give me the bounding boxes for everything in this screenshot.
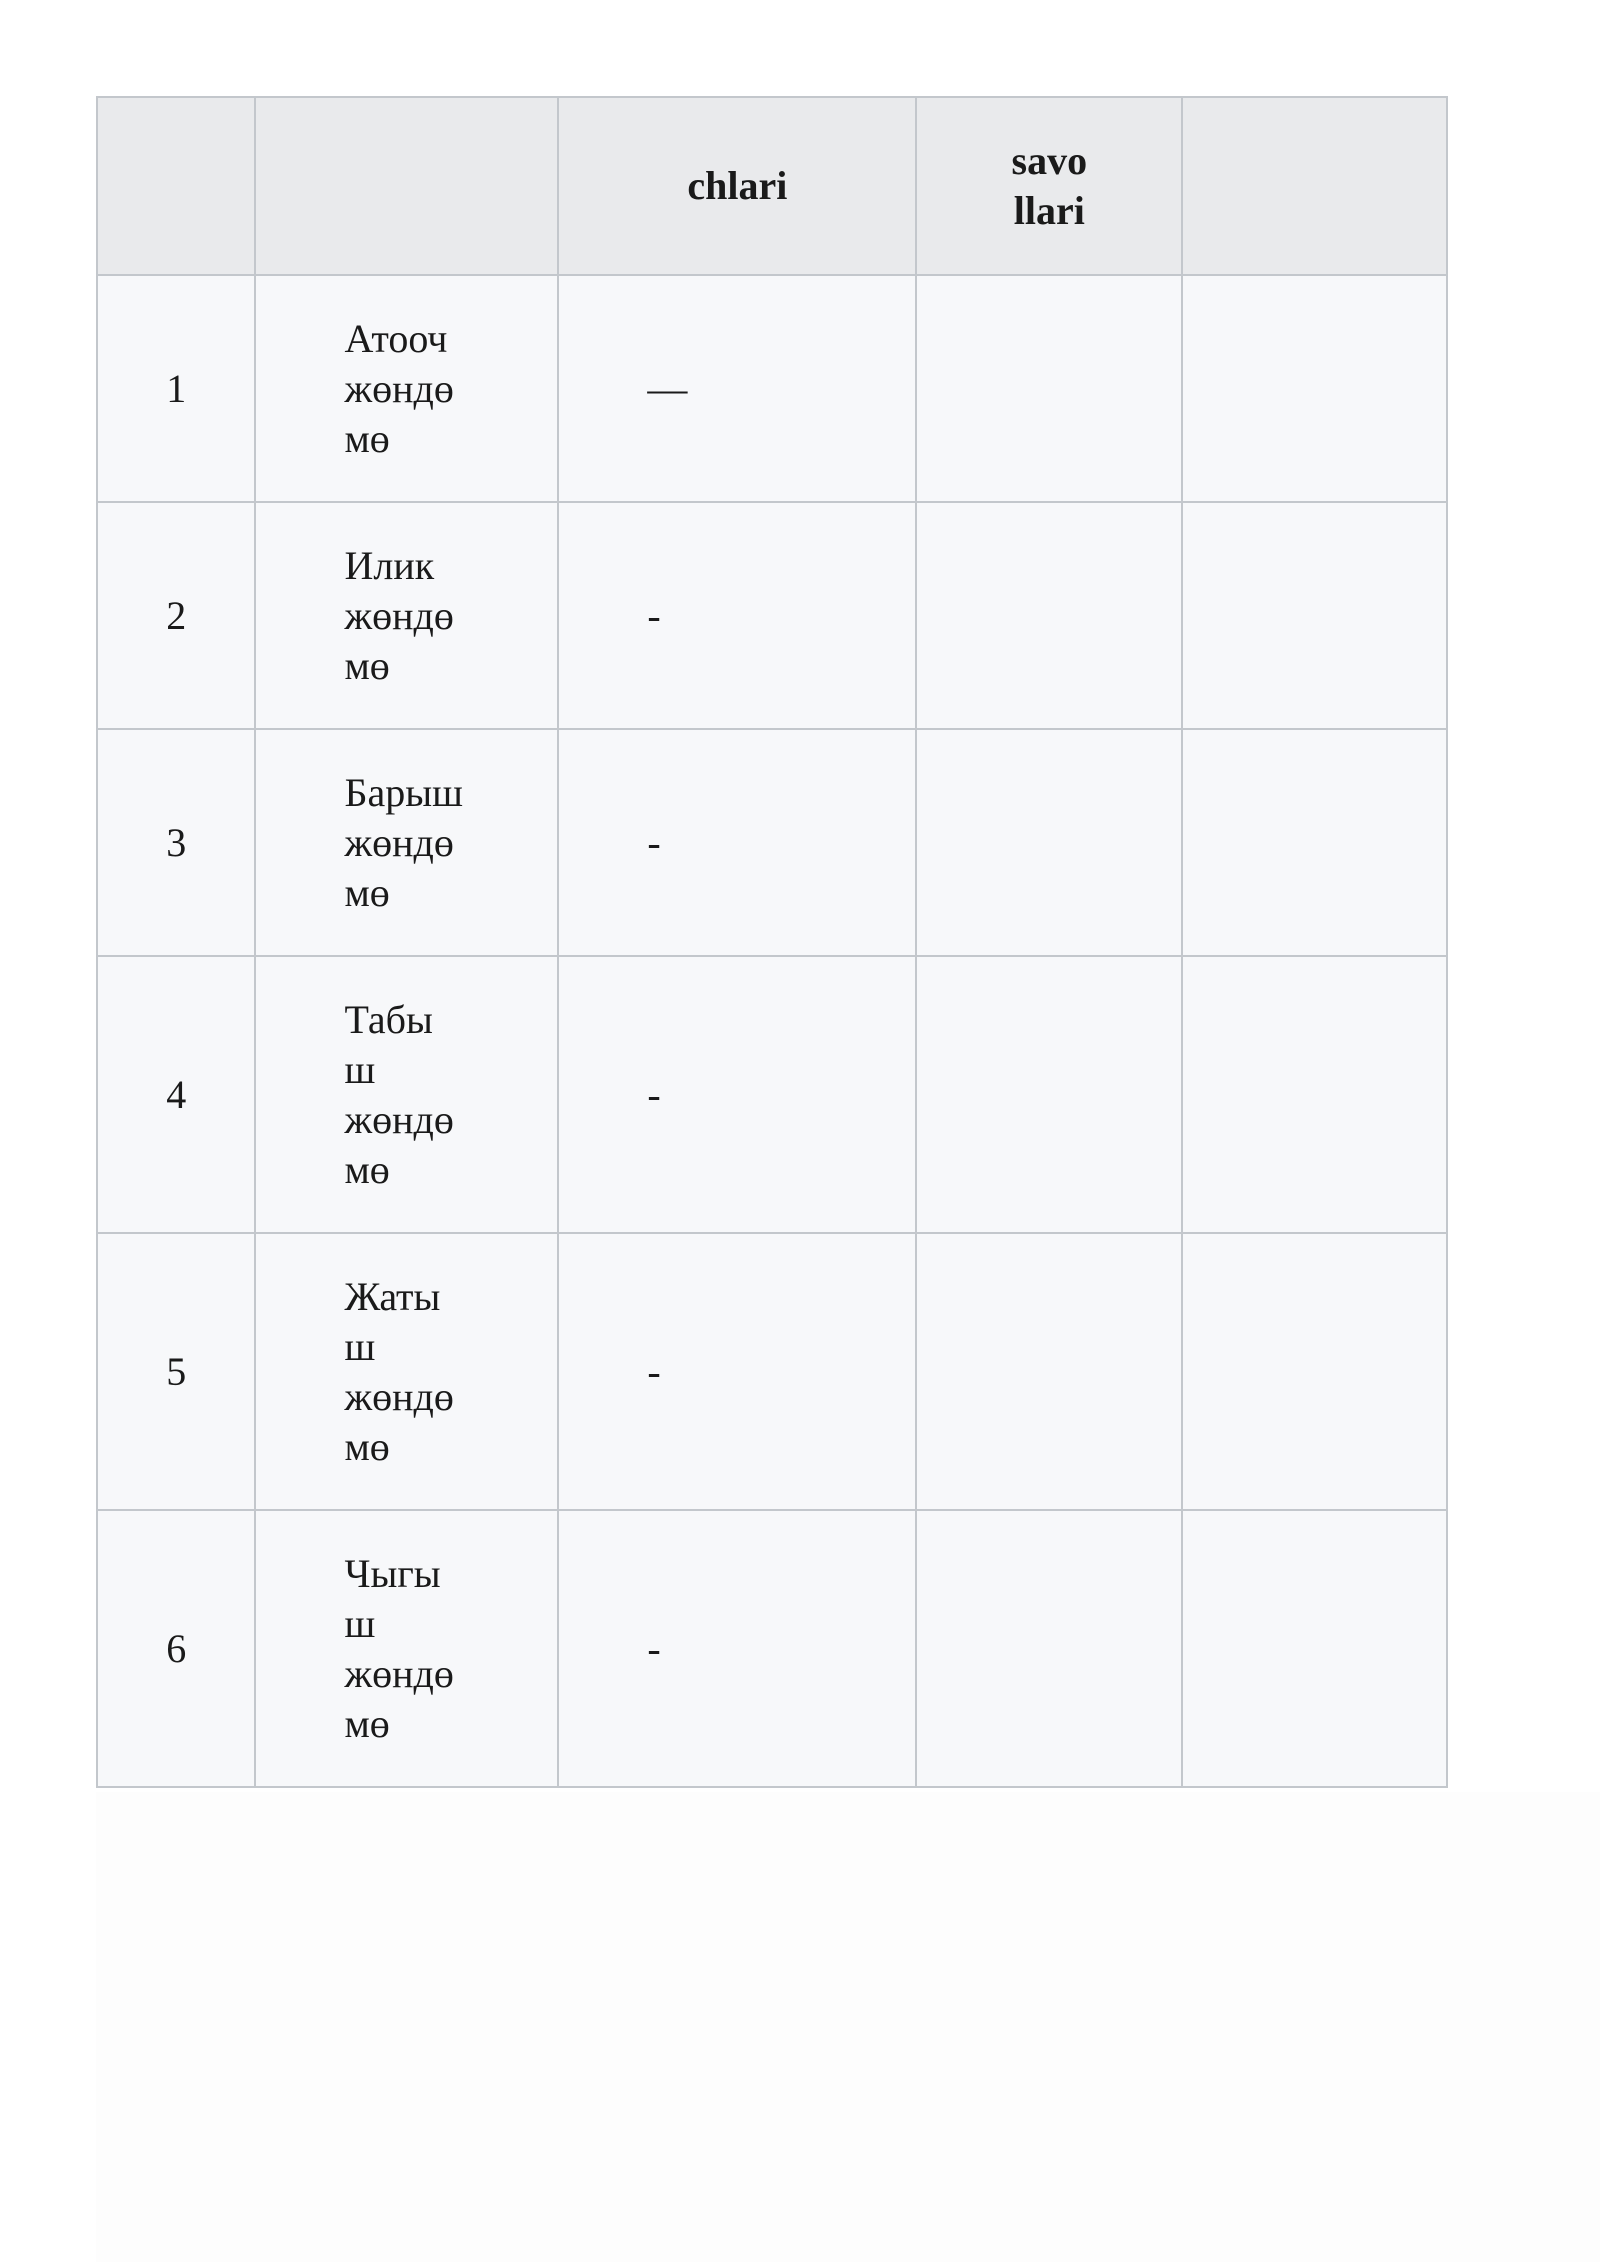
case-example-cell xyxy=(1182,502,1447,729)
row-number: 6 xyxy=(97,1510,255,1787)
header-cell-examples xyxy=(1182,97,1447,275)
case-question-cell xyxy=(916,502,1182,729)
case-name-line: мө xyxy=(344,869,390,915)
table-row xyxy=(97,1510,1447,1787)
case-question-cell xyxy=(916,729,1182,956)
table-header-row xyxy=(97,97,1447,275)
case-suffix: - xyxy=(558,502,916,729)
header-cell-questions xyxy=(916,97,1182,275)
case-name-line: жөндө xyxy=(344,1096,454,1142)
table-row xyxy=(97,729,1447,956)
case-name-line: Атооч xyxy=(344,315,448,361)
case-question-cell xyxy=(916,1233,1182,1510)
case-suffix: - xyxy=(558,956,916,1233)
case-name-line: Барыш xyxy=(344,769,463,815)
case-name-line: жөндө xyxy=(344,819,454,865)
case-name xyxy=(255,1510,558,1787)
table-row xyxy=(97,956,1447,1233)
case-name-line: мө xyxy=(344,1423,390,1469)
case-name xyxy=(255,502,558,729)
header-cell-number xyxy=(97,97,255,275)
header-questions-line-1: savo xyxy=(1011,138,1088,183)
case-name-line: Чыгы xyxy=(344,1550,441,1596)
case-example-cell xyxy=(1182,1510,1447,1787)
row-number: 4 xyxy=(97,956,255,1233)
case-suffix: - xyxy=(558,1510,916,1787)
case-name-line: ш xyxy=(344,1046,376,1092)
case-name-line: мө xyxy=(344,642,390,688)
case-example-cell xyxy=(1182,729,1447,956)
case-name-line: жөндө xyxy=(344,592,454,638)
case-name-line: Илик xyxy=(344,542,435,588)
table-row xyxy=(97,275,1447,502)
case-table xyxy=(96,96,1448,1788)
case-name-line: жөндө xyxy=(344,1373,454,1419)
case-name-line: ш xyxy=(344,1323,376,1369)
case-question-cell xyxy=(916,956,1182,1233)
case-name xyxy=(255,956,558,1233)
case-example-cell xyxy=(1182,275,1447,502)
case-suffix: - xyxy=(558,1233,916,1510)
case-name-line: мө xyxy=(344,415,390,461)
case-name-line: мө xyxy=(344,1146,390,1192)
row-number: 5 xyxy=(97,1233,255,1510)
case-name xyxy=(255,1233,558,1510)
table-row xyxy=(97,502,1447,729)
row-number: 2 xyxy=(97,502,255,729)
case-suffix: - xyxy=(558,729,916,956)
case-example-cell xyxy=(1182,1233,1447,1510)
header-cell-suffixes: chlari xyxy=(558,97,916,275)
row-number: 1 xyxy=(97,275,255,502)
case-question-cell xyxy=(916,1510,1182,1787)
case-name-line: мө xyxy=(344,1700,390,1746)
case-example-cell xyxy=(1182,956,1447,1233)
case-name-line: жөндө xyxy=(344,1650,454,1696)
table-row xyxy=(97,1233,1447,1510)
row-number: 3 xyxy=(97,729,255,956)
header-questions-line-2: llari xyxy=(1013,188,1085,233)
case-name-line: Жаты xyxy=(344,1273,441,1319)
case-question-cell xyxy=(916,275,1182,502)
case-name-line: Табы xyxy=(344,996,433,1042)
page-background xyxy=(96,1792,1600,2262)
case-suffix: — xyxy=(558,275,916,502)
header-cell-case xyxy=(255,97,558,275)
case-name-line: жөндө xyxy=(344,365,454,411)
case-name xyxy=(255,729,558,956)
case-name-line: ш xyxy=(344,1600,376,1646)
case-name xyxy=(255,275,558,502)
